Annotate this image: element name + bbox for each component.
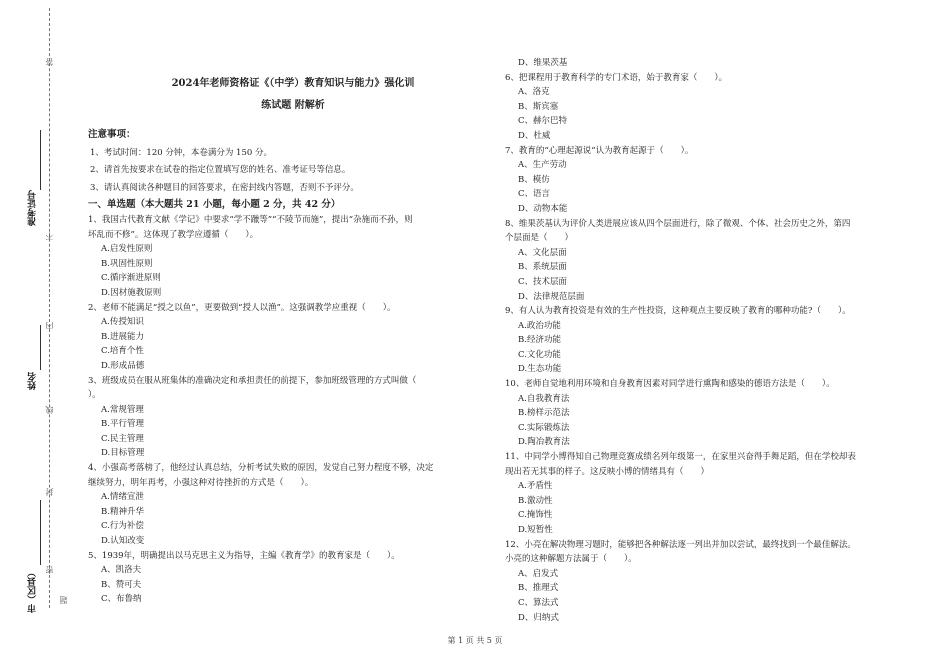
- question-option: A、生产劳动: [518, 160, 567, 171]
- question-stem: 4、小强高考落榜了，他经过认真总结，分析考试失败的原因，发觉自己努力程度不够，决定: [88, 463, 434, 474]
- question-option: B.进展能力: [101, 331, 144, 342]
- question-option: A、文化层面: [518, 247, 567, 258]
- notice-item: 2、请首先按要求在试卷的指定位置填写您的姓名、准考证号等信息。: [90, 165, 351, 176]
- question-option: D.短暂性: [518, 525, 553, 535]
- question-stem: 7、教育的“心理起源说”认为教育起源于（ ）。: [505, 145, 694, 156]
- district-label: 市（区县）: [28, 568, 38, 613]
- question-stem: 1、我国古代教育文献《学记》中要求“学不躐等”“不陵节而施”，提出“杂施而不孙，则: [88, 214, 413, 225]
- question-stem: 个层面是（ ）: [505, 233, 574, 244]
- left-question-list: [88, 213, 498, 607]
- question-option: A.启发性原则: [101, 244, 153, 255]
- question-option: C、语言: [518, 189, 551, 200]
- question-option: A.情绪宣泄: [101, 492, 144, 503]
- question-stem: 5、1939年，明确提出以马克思主义为指导，主编《教育学》的教育家是（ ）。: [88, 550, 400, 561]
- question-stem: 3、班级成员在服从班集体的准确决定和承担责任的前提下，参加班级管理的方式叫做（: [88, 375, 417, 386]
- question-stem: ）。: [88, 390, 101, 401]
- exam-subtitle: 练试题 附解析: [261, 100, 325, 111]
- name-field-line: [40, 325, 41, 370]
- question-option: C.文化功能: [518, 349, 561, 360]
- question-block: [505, 144, 930, 217]
- question-option: B.经济功能: [518, 335, 561, 346]
- question-stem: 2、老师不能满足“授之以鱼”，更要做到“授人以渔”。这强调教学应重视（ ）。: [88, 302, 396, 313]
- question-option: A.矛盾性: [518, 481, 553, 492]
- question-option: D、归纳式: [518, 612, 559, 623]
- question-block: [505, 538, 930, 626]
- question-option: B.巩固性原则: [101, 258, 153, 269]
- question-option: B.激动性: [518, 495, 553, 506]
- question-stem: 坏乱而不修”。这体现了教学应遵循（ ）。: [88, 229, 259, 240]
- question-option: C.掩饰性: [518, 510, 553, 521]
- question-option: D、法律规范层面: [518, 291, 585, 302]
- exam-title: 2024年老师资格证《（中学）教育知识与能力》强化训: [171, 78, 415, 89]
- seal-mark-mi: 密: [45, 566, 54, 574]
- question-stem: 11、中同学小博得知自己物理竞赛成绩名列年级第一，在家里兴奋得手舞足蹈，但在学校却表: [505, 452, 856, 463]
- question-option: A.自我教育法: [518, 393, 570, 404]
- question-option: C.循序渐进原则: [101, 273, 161, 284]
- question-option: C.民主管理: [101, 433, 144, 444]
- name-label: 姓名: [28, 372, 38, 390]
- exam-number-field-line: [40, 130, 41, 190]
- seal-cut-line: [49, 8, 50, 608]
- question-block: [88, 374, 498, 462]
- question-stem: 小亮的这种解题方法属于（ ）。: [505, 554, 637, 565]
- question-block: [505, 304, 930, 377]
- question-option: B、推理式: [518, 583, 559, 594]
- question-option: A.常规管理: [101, 404, 144, 415]
- district-field-line: [40, 500, 41, 565]
- question-block: [505, 217, 930, 305]
- question-option: A.传授知识: [101, 317, 144, 328]
- question-option: C、算法式: [518, 597, 559, 608]
- question-stem: 6、把课程用于教育科学的专门术语，始于教育家（ ）。: [505, 72, 728, 83]
- question-option: A、洛克: [518, 87, 550, 98]
- seal-mark-da: 答: [45, 58, 54, 66]
- question-block: [505, 71, 930, 144]
- question-stem: 现出若无其事的样子。这反映小博的情绪具有（ ）: [505, 466, 710, 477]
- question-option: A.政治功能: [518, 320, 561, 331]
- question-option: D、杜威: [518, 130, 551, 141]
- question-option: C.实际锻炼法: [518, 422, 570, 433]
- question-option: D、维果茨基: [518, 58, 568, 68]
- question-stem: 继续努力，明年再考，小强这种对待挫折的方式是（ ）。: [88, 477, 314, 488]
- page-footer: 第 1 页 共 5 页: [447, 636, 503, 645]
- notice-heading: 注意事项：: [88, 129, 136, 140]
- question-option: B.精神升华: [101, 506, 144, 517]
- question-block: [88, 301, 498, 374]
- question-block: [505, 377, 930, 450]
- section-heading: 一、单选题（本大题共 21 小题，每小题 2 分，共 42 分）: [88, 199, 341, 211]
- seal-mark-feng: 封: [45, 488, 54, 496]
- right-column: [505, 56, 930, 625]
- question-option: C、赫尔巴特: [518, 116, 568, 127]
- question-stem: 8、维果茨基认为评价人类进展应该从四个层面进行，除了微观、个体、社会历史之外，第四: [505, 218, 851, 229]
- seal-mark-xian: 线: [45, 406, 54, 414]
- question-option: D.因材施教原则: [101, 287, 162, 298]
- question-option: D.陶冶教育法: [518, 437, 570, 448]
- question-option: D、动物本能: [518, 203, 568, 214]
- question-stem: 10、老师自觉地利用环境和自身教育因素对同学进行熏陶和感染的德语方法是（ ）。: [505, 379, 835, 390]
- question-stem: 9、有人认为教育投资是有效的生产性投资，这种观点主要反映了教育的哪种功能?（ ）。: [505, 306, 851, 317]
- question-option: B.榜样示范法: [518, 408, 570, 419]
- question-block: [88, 549, 498, 607]
- seal-mark-ti: 题: [59, 596, 68, 604]
- question-option: C.培育个性: [101, 346, 144, 357]
- question-option: C、布鲁纳: [101, 594, 142, 605]
- right-question-list: [505, 71, 930, 626]
- exam-number-label: 准考证号: [28, 190, 38, 226]
- binding-margin: [0, 0, 70, 671]
- question-option: C、技术层面: [518, 276, 568, 287]
- question-stem: 12、小亮在解决物理习题时，能够把各种解法逐一列出并加以尝试，最终找到一个最佳解法。: [505, 539, 856, 550]
- question-option: D.生态功能: [518, 364, 562, 375]
- question-option: B、斯宾塞: [518, 101, 559, 112]
- question-option: D.形成品德: [101, 360, 145, 371]
- notice-item: 1、考试时间：120 分钟，本卷满分为 150 分。: [90, 147, 272, 158]
- question-block: [88, 461, 498, 549]
- question-option: D.认知改变: [101, 536, 145, 547]
- question-option: B.平行管理: [101, 419, 144, 430]
- question-block: [88, 213, 498, 301]
- question-option: B、模仿: [518, 174, 550, 185]
- question-option: A、启发式: [518, 568, 559, 579]
- question-option: B、赞可夫: [101, 579, 142, 590]
- question-option: D.目标管理: [101, 448, 145, 459]
- question-option: B、系统层面: [518, 262, 567, 273]
- question-option: A、凯洛夫: [101, 565, 142, 576]
- seal-mark-nei: 内: [45, 322, 54, 330]
- question-option: C.行为补偿: [101, 521, 144, 532]
- left-column: [88, 76, 498, 607]
- seal-mark-bu: 不: [45, 232, 54, 240]
- notice-item: 3、请认真阅读各种题目的回答要求，在密封线内答题，否则不予评分。: [90, 182, 359, 193]
- question-block: [505, 450, 930, 538]
